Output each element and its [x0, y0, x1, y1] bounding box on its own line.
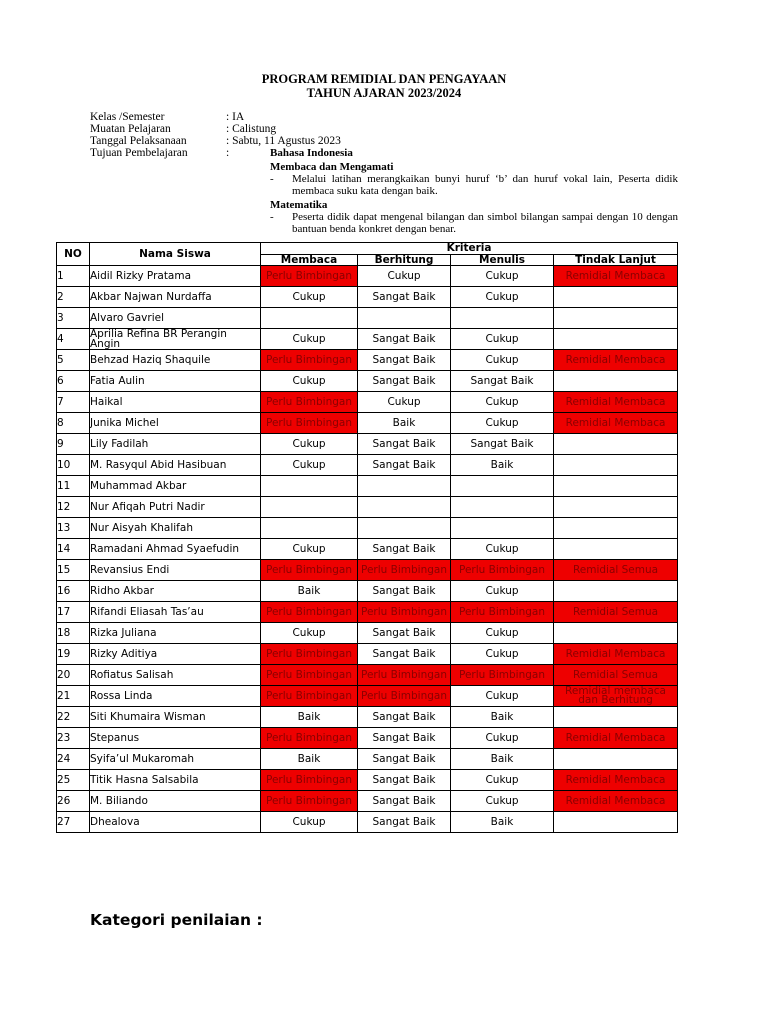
cell-student-name: M. Rasyqul Abid Hasibuan [90, 455, 261, 476]
cell-membaca: Cukup [261, 623, 358, 644]
cell-berhitung: Sangat Baik [358, 812, 451, 833]
cell-student-name: Titik Hasna Salsabila [90, 770, 261, 791]
cell-membaca: Cukup [261, 434, 358, 455]
table-row [57, 413, 678, 434]
header-membaca: Membaca [261, 255, 358, 266]
info-value: : Calistung [226, 123, 277, 135]
cell-tindak-lanjut [554, 476, 678, 497]
header-tindak-lanjut: Tindak Lanjut [554, 255, 678, 266]
cell-menulis: Cukup [451, 287, 554, 308]
cell-student-name: Revansius Endi [90, 560, 261, 581]
cell-student-name: Alvaro Gavriel [90, 308, 261, 329]
cell-menulis [451, 518, 554, 539]
cell-tindak-lanjut: Remidial Membaca [554, 413, 678, 434]
cell-membaca: Perlu Bimbingan [261, 791, 358, 812]
cell-membaca: Perlu Bimbingan [261, 413, 358, 434]
cell-berhitung: Sangat Baik [358, 371, 451, 392]
info-label: Kelas /Semester [90, 111, 165, 123]
info-value: : IA [226, 111, 245, 123]
table-row [57, 602, 678, 623]
cell-membaca [261, 308, 358, 329]
cell-berhitung: Sangat Baik [358, 791, 451, 812]
cell-student-name: Rossa Linda [90, 686, 261, 707]
cell-membaca: Cukup [261, 812, 358, 833]
info-value: : [226, 147, 230, 159]
cell-tindak-lanjut [554, 497, 678, 518]
cell-tindak-lanjut: Remidial Membaca [554, 791, 678, 812]
cell-menulis: Perlu Bimbingan [451, 602, 554, 623]
cell-berhitung: Sangat Baik [358, 329, 451, 350]
cell-student-name: M. Biliando [90, 791, 261, 812]
cell-berhitung: Sangat Baik [358, 581, 451, 602]
cell-tindak-lanjut: Remidial Semua [554, 602, 678, 623]
cell-berhitung [358, 497, 451, 518]
bullet-dash: - [270, 211, 274, 223]
cell-student-name: Nur Aisyah Khalifah [90, 518, 261, 539]
cell-membaca: Perlu Bimbingan [261, 350, 358, 371]
cell-membaca: Cukup [261, 539, 358, 560]
cell-menulis: Perlu Bimbingan [451, 560, 554, 581]
cell-menulis: Baik [451, 707, 554, 728]
cell-no: 9 [57, 434, 90, 455]
header-menulis: Menulis [451, 255, 554, 266]
cell-menulis: Cukup [451, 539, 554, 560]
goal-subject-heading: Matematika [270, 199, 328, 211]
cell-no: 7 [57, 392, 90, 413]
cell-berhitung [358, 518, 451, 539]
cell-berhitung [358, 476, 451, 497]
cell-berhitung: Sangat Baik [358, 770, 451, 791]
cell-menulis: Cukup [451, 392, 554, 413]
cell-menulis: Baik [451, 455, 554, 476]
cell-menulis: Baik [451, 812, 554, 833]
cell-tindak-lanjut [554, 455, 678, 476]
cell-berhitung: Sangat Baik [358, 350, 451, 371]
cell-tindak-lanjut [554, 434, 678, 455]
cell-tindak-lanjut [554, 329, 678, 350]
cell-no: 22 [57, 707, 90, 728]
cell-no: 13 [57, 518, 90, 539]
cell-membaca [261, 497, 358, 518]
cell-tindak-lanjut [554, 623, 678, 644]
cell-no: 26 [57, 791, 90, 812]
cell-no: 19 [57, 644, 90, 665]
cell-berhitung: Sangat Baik [358, 434, 451, 455]
cell-student-name: Stepanus [90, 728, 261, 749]
cell-no: 6 [57, 371, 90, 392]
cell-berhitung: Sangat Baik [358, 623, 451, 644]
cell-tindak-lanjut: Remidial membaca dan Berhitung [554, 686, 678, 707]
cell-menulis: Cukup [451, 686, 554, 707]
cell-tindak-lanjut [554, 812, 678, 833]
cell-no: 4 [57, 329, 90, 350]
cell-no: 17 [57, 602, 90, 623]
cell-menulis: Cukup [451, 644, 554, 665]
cell-tindak-lanjut [554, 287, 678, 308]
info-row-muatan [90, 123, 680, 135]
cell-no: 27 [57, 812, 90, 833]
cell-menulis: Sangat Baik [451, 371, 554, 392]
cell-berhitung: Sangat Baik [358, 455, 451, 476]
table-row [57, 791, 678, 812]
category-heading: Kategori penilaian : [90, 911, 263, 929]
cell-tindak-lanjut [554, 371, 678, 392]
cell-student-name: Ramadani Ahmad Syaefudin [90, 539, 261, 560]
cell-menulis: Cukup [451, 266, 554, 287]
table-row [57, 749, 678, 770]
table-row [57, 770, 678, 791]
cell-menulis: Cukup [451, 791, 554, 812]
table-row [57, 455, 678, 476]
cell-membaca: Perlu Bimbingan [261, 644, 358, 665]
cell-tindak-lanjut: Remidial Membaca [554, 644, 678, 665]
cell-no: 1 [57, 266, 90, 287]
cell-no: 25 [57, 770, 90, 791]
table-row [57, 476, 678, 497]
cell-membaca: Perlu Bimbingan [261, 665, 358, 686]
cell-student-name: Rizka Juliana [90, 623, 261, 644]
cell-menulis [451, 476, 554, 497]
cell-tindak-lanjut [554, 749, 678, 770]
cell-membaca [261, 476, 358, 497]
table-body [57, 266, 678, 833]
cell-berhitung: Sangat Baik [358, 707, 451, 728]
cell-membaca: Perlu Bimbingan [261, 560, 358, 581]
cell-berhitung: Sangat Baik [358, 728, 451, 749]
info-row-tanggal [90, 135, 680, 147]
cell-no: 10 [57, 455, 90, 476]
cell-no: 18 [57, 623, 90, 644]
goal-bullet [270, 211, 678, 235]
cell-student-name: Aprilia Refina BR Perangin Angin [90, 329, 261, 350]
info-value: : Sabtu, 11 Agustus 2023 [226, 135, 341, 147]
document-subtitle: TAHUN AJARAN 2023/2024 [306, 86, 462, 100]
cell-no: 16 [57, 581, 90, 602]
cell-student-name: Rofiatus Salisah [90, 665, 261, 686]
cell-membaca: Cukup [261, 329, 358, 350]
learning-goals [270, 147, 678, 235]
cell-no: 8 [57, 413, 90, 434]
goal-subject-heading: Bahasa Indonesia [270, 147, 353, 159]
cell-no: 3 [57, 308, 90, 329]
cell-student-name: Junika Michel [90, 413, 261, 434]
cell-student-name: Ridho Akbar [90, 581, 261, 602]
document-title: PROGRAM REMIDIAL DAN PENGAYAAN [261, 72, 507, 86]
cell-tindak-lanjut [554, 539, 678, 560]
table-row [57, 623, 678, 644]
cell-membaca: Cukup [261, 455, 358, 476]
cell-menulis: Baik [451, 749, 554, 770]
cell-menulis [451, 497, 554, 518]
cell-membaca: Baik [261, 707, 358, 728]
cell-berhitung: Cukup [358, 266, 451, 287]
info-label: Tujuan Pembelajaran [90, 147, 188, 159]
cell-tindak-lanjut: Remidial Membaca [554, 350, 678, 371]
cell-menulis: Cukup [451, 728, 554, 749]
header-no: NO [57, 243, 90, 266]
cell-tindak-lanjut [554, 581, 678, 602]
cell-berhitung: Sangat Baik [358, 644, 451, 665]
cell-tindak-lanjut: Remidial Semua [554, 560, 678, 581]
cell-student-name: Lily Fadilah [90, 434, 261, 455]
cell-student-name: Akbar Najwan Nurdaffa [90, 287, 261, 308]
goal-bullet-text: Melalui latihan merangkaikan bunyi huruf ‘b’ dan huruf vokal lain, Peserta didik membaca suku kata dengan baik. [292, 173, 678, 197]
cell-no: 23 [57, 728, 90, 749]
table-row [57, 392, 678, 413]
header-name: Nama Siswa [90, 243, 261, 266]
cell-menulis: Cukup [451, 350, 554, 371]
cell-no: 2 [57, 287, 90, 308]
table-row [57, 371, 678, 392]
cell-membaca: Baik [261, 749, 358, 770]
cell-membaca: Perlu Bimbingan [261, 728, 358, 749]
cell-student-name: Siti Khumaira Wisman [90, 707, 261, 728]
cell-tindak-lanjut: Remidial Membaca [554, 770, 678, 791]
cell-menulis [451, 308, 554, 329]
cell-menulis: Sangat Baik [451, 434, 554, 455]
cell-menulis: Cukup [451, 623, 554, 644]
cell-student-name: Dhealova [90, 812, 261, 833]
cell-no: 5 [57, 350, 90, 371]
cell-tindak-lanjut [554, 518, 678, 539]
table-row [57, 560, 678, 581]
cell-student-name: Fatia Aulin [90, 371, 261, 392]
table-row [57, 707, 678, 728]
bullet-dash: - [270, 173, 274, 185]
goal-bullet [270, 173, 678, 197]
cell-membaca: Perlu Bimbingan [261, 770, 358, 791]
table-row [57, 686, 678, 707]
table-row [57, 329, 678, 350]
cell-student-name: Behzad Haziq Shaquile [90, 350, 261, 371]
table-row [57, 665, 678, 686]
cell-berhitung: Cukup [358, 392, 451, 413]
cell-student-name: Nur Afiqah Putri Nadir [90, 497, 261, 518]
info-row-kelas [90, 111, 680, 123]
cell-membaca: Perlu Bimbingan [261, 602, 358, 623]
goal-bullet-text: Peserta didik dapat mengenal bilangan dan simbol bilangan sampai dengan 10 dengan bantuan benda konkret dengan benar. [292, 211, 678, 235]
table-row [57, 728, 678, 749]
goal-topic-heading: Membaca dan Mengamati [270, 161, 394, 173]
cell-tindak-lanjut: Remidial Membaca [554, 266, 678, 287]
cell-membaca: Baik [261, 581, 358, 602]
cell-menulis: Cukup [451, 770, 554, 791]
cell-student-name: Muhammad Akbar [90, 476, 261, 497]
cell-student-name: Syifa’ul Mukaromah [90, 749, 261, 770]
cell-menulis: Perlu Bimbingan [451, 665, 554, 686]
table-row [57, 308, 678, 329]
cell-student-name: Rizky Aditiya [90, 644, 261, 665]
cell-no: 12 [57, 497, 90, 518]
table-row [57, 518, 678, 539]
table-row [57, 581, 678, 602]
student-table [56, 242, 678, 833]
cell-no: 21 [57, 686, 90, 707]
cell-no: 24 [57, 749, 90, 770]
info-label: Tanggal Pelaksanaan [90, 135, 187, 147]
cell-membaca: Perlu Bimbingan [261, 266, 358, 287]
info-label: Muatan Pelajaran [90, 123, 171, 135]
cell-no: 20 [57, 665, 90, 686]
cell-menulis: Cukup [451, 413, 554, 434]
cell-student-name: Aidil Rizky Pratama [90, 266, 261, 287]
cell-berhitung: Perlu Bimbingan [358, 560, 451, 581]
cell-membaca: Cukup [261, 371, 358, 392]
cell-berhitung: Sangat Baik [358, 539, 451, 560]
header-kriteria: Kriteria [261, 243, 678, 255]
cell-membaca: Perlu Bimbingan [261, 392, 358, 413]
cell-membaca [261, 518, 358, 539]
cell-tindak-lanjut: Remidial Membaca [554, 392, 678, 413]
table-row [57, 812, 678, 833]
cell-berhitung: Baik [358, 413, 451, 434]
table-row [57, 287, 678, 308]
cell-no: 15 [57, 560, 90, 581]
cell-tindak-lanjut [554, 308, 678, 329]
cell-membaca: Perlu Bimbingan [261, 686, 358, 707]
cell-tindak-lanjut: Remidial Semua [554, 665, 678, 686]
table-row [57, 266, 678, 287]
cell-menulis: Cukup [451, 581, 554, 602]
cell-berhitung: Sangat Baik [358, 749, 451, 770]
cell-berhitung [358, 308, 451, 329]
cell-membaca: Cukup [261, 287, 358, 308]
cell-student-name: Haikal [90, 392, 261, 413]
cell-tindak-lanjut [554, 707, 678, 728]
cell-berhitung: Sangat Baik [358, 287, 451, 308]
table-row [57, 497, 678, 518]
table-row [57, 350, 678, 371]
cell-no: 11 [57, 476, 90, 497]
cell-berhitung: Perlu Bimbingan [358, 686, 451, 707]
table-row [57, 644, 678, 665]
table-row [57, 539, 678, 560]
cell-tindak-lanjut: Remidial Membaca [554, 728, 678, 749]
cell-berhitung: Perlu Bimbingan [358, 665, 451, 686]
table-row [57, 434, 678, 455]
cell-menulis: Cukup [451, 329, 554, 350]
cell-student-name: Rifandi Eliasah Tas’au [90, 602, 261, 623]
cell-no: 14 [57, 539, 90, 560]
cell-berhitung: Perlu Bimbingan [358, 602, 451, 623]
header-berhitung: Berhitung [358, 255, 451, 266]
